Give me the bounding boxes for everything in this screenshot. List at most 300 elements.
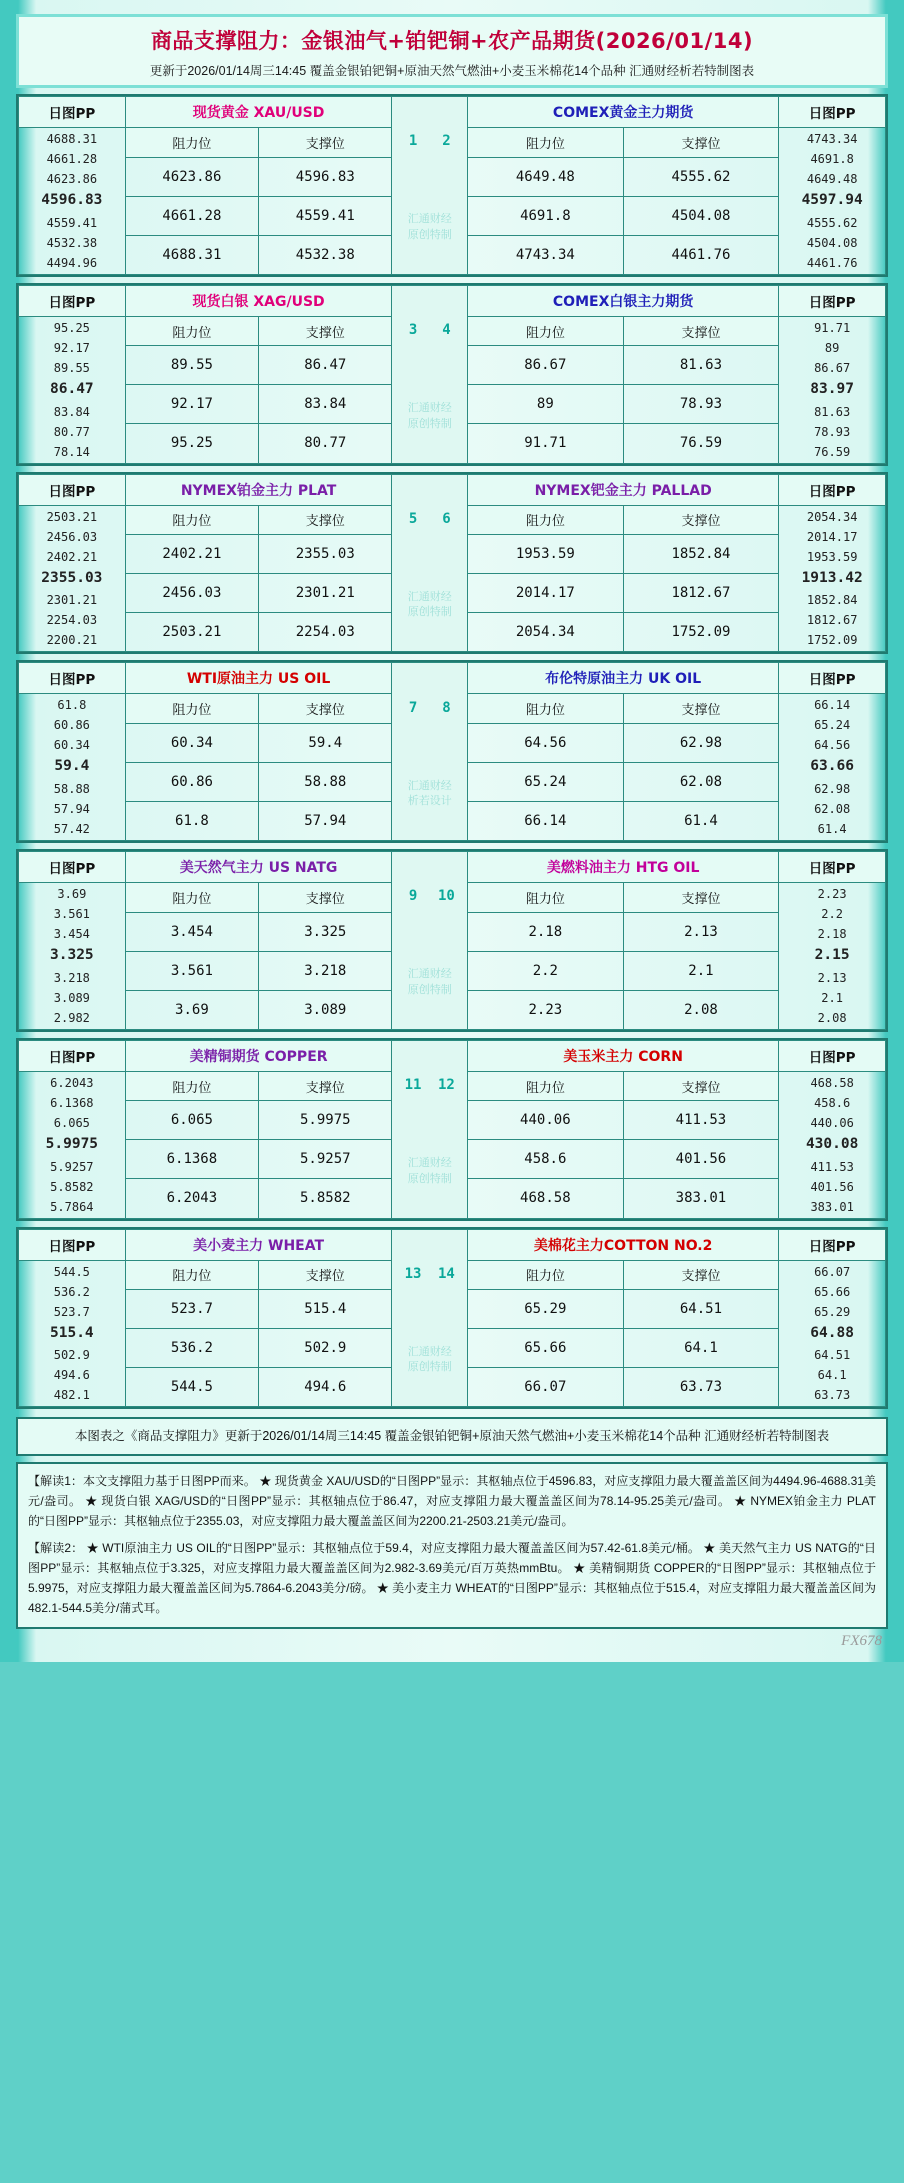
level-value: 2355.03 [41, 569, 103, 586]
pp-header-left: 日图PP [19, 663, 126, 694]
resistance-value-right: 86.67 [468, 346, 624, 385]
footer-note-box [16, 1417, 888, 1456]
instrument-name-right: 布伦特原油主力 UK OIL [468, 663, 779, 694]
resistance-value-left: 2402.21 [125, 535, 258, 574]
support-value-right: 1752.09 [623, 613, 779, 652]
support-value-right: 411.53 [623, 1101, 779, 1140]
levels-list-right [779, 128, 886, 275]
level-value: 482.1 [53, 1388, 90, 1403]
watermark: 汇通财经 原创特制 [407, 968, 452, 996]
pp-header-left: 日图PP [19, 1229, 126, 1260]
level-value: 4691.8 [810, 152, 854, 166]
resistance-header-right: 阻力位 [468, 883, 624, 913]
pp-header-left: 日图PP [19, 852, 126, 883]
level-value: 440.06 [810, 1115, 854, 1130]
index-number: 2 [442, 133, 451, 150]
index-number: 14 [437, 1265, 455, 1282]
levels-list-left [19, 694, 126, 841]
resistance-value-right: 2.18 [468, 912, 624, 951]
level-value: 62.98 [814, 782, 851, 796]
support-value-right: 4555.62 [623, 157, 779, 196]
resistance-value-right: 65.29 [468, 1290, 624, 1329]
level-value: 95.25 [53, 320, 90, 335]
commodity-section [16, 849, 888, 1032]
commodity-section [16, 94, 888, 277]
level-value: 1812.67 [806, 613, 858, 628]
level-value: 2.1 [821, 990, 843, 1005]
support-value-left: 59.4 [259, 723, 392, 762]
resistance-header-right: 阻力位 [468, 128, 624, 158]
resistance-value-left: 60.86 [125, 762, 258, 801]
level-value: 60.86 [53, 718, 90, 733]
resistance-header-left: 阻力位 [125, 883, 258, 913]
levels-list-right [779, 505, 886, 652]
support-value-right: 4504.08 [623, 196, 779, 235]
instrument-name-left: 现货黄金 XAU/USD [125, 97, 392, 128]
resistance-header-left: 阻力位 [125, 1071, 258, 1101]
resistance-value-right: 440.06 [468, 1101, 624, 1140]
levels-list-left [19, 316, 126, 463]
support-header-right: 支撑位 [623, 505, 779, 535]
support-value-left: 4596.83 [259, 157, 392, 196]
commodity-table [18, 851, 886, 1030]
level-value: 3.218 [53, 970, 90, 985]
resistance-value-right: 1953.59 [468, 535, 624, 574]
resistance-header-right: 阻力位 [468, 694, 624, 724]
support-value-left: 5.9257 [259, 1140, 392, 1179]
support-header-right: 支撑位 [623, 316, 779, 346]
index-column [392, 1040, 468, 1218]
pp-header-right: 日图PP [779, 474, 886, 505]
index-column [392, 285, 468, 463]
level-value: 544.5 [53, 1264, 90, 1279]
resistance-header-left: 阻力位 [125, 316, 258, 346]
index-number: 13 [404, 1265, 422, 1282]
support-value-right: 62.08 [623, 762, 779, 801]
support-header-right: 支撑位 [623, 1071, 779, 1101]
index-number: 11 [404, 1077, 422, 1094]
level-value: 411.53 [810, 1159, 854, 1174]
resistance-value-left: 544.5 [125, 1368, 258, 1407]
pp-header-right: 日图PP [779, 852, 886, 883]
level-value: 2.2 [821, 907, 843, 921]
support-value-left: 86.47 [259, 346, 392, 385]
pp-header-right: 日图PP [779, 1040, 886, 1071]
level-value: 86.47 [50, 380, 94, 397]
page-title: 商品支撑阻力：金银油气+铂钯铜+农产品期货(2026/01/14) [150, 29, 754, 53]
commodity-section [16, 283, 888, 466]
level-value: 502.9 [53, 1348, 90, 1363]
pp-header-left: 日图PP [19, 1040, 126, 1071]
index-number: 5 [408, 510, 418, 527]
support-value-right: 1812.67 [623, 574, 779, 613]
commodity-table [18, 1040, 886, 1219]
level-value: 81.63 [814, 404, 851, 419]
index-number: 3 [408, 322, 418, 339]
pp-header-right: 日图PP [779, 1229, 886, 1260]
level-value: 4649.48 [806, 172, 858, 186]
watermark: 汇通财经 原创特制 [407, 1157, 452, 1185]
resistance-value-left: 3.69 [125, 990, 258, 1029]
level-value: 62.08 [814, 802, 851, 816]
level-value: 4461.76 [806, 255, 858, 270]
levels-list-right [779, 1260, 886, 1407]
pp-header-right: 日图PP [779, 97, 886, 128]
instrument-name-left: 美天然气主力 US NATG [125, 852, 392, 883]
instrument-name-right: COMEX黄金主力期货 [468, 97, 779, 128]
index-column [392, 1229, 468, 1407]
resistance-value-right: 64.56 [468, 723, 624, 762]
page-subtitle: 更新于2026/01/14周三14:45 覆盖金银铂钯铜+原油天然气燃油+小麦玉米棉花14个品种 汇通财经析若特制图表 [149, 64, 755, 78]
level-value: 2.13 [817, 970, 847, 985]
sections-container [16, 94, 888, 1409]
resistance-value-right: 66.07 [468, 1368, 624, 1407]
resistance-value-left: 60.34 [125, 723, 258, 762]
resistance-value-left: 536.2 [125, 1329, 258, 1368]
note-1: 【解读1：本文支撑阻力基于日图PP而来。 ★ 现货黄金 XAU/USD的“日图PP”显示：其枢轴点位于4596.83，对应支撑阻力最大覆盖盖区间为4494.96-4688.31美元/盎司。 ★ 现货白银 XAG/USD的“日图PP”显示：其枢轴点位于86.47，对应支撑阻力最大覆盖盖区间为78.14-95.25美元/盎司。 ★ NYMEX铂金主力 PLAT的“日图PP”显示：其枢轴点位于2355.03，对应支撑阻力最大覆盖盖区间为2200.21-2503.21美元/盎司。 [28, 1474, 876, 1528]
level-value: 3.089 [53, 990, 90, 1005]
resistance-value-right: 4743.34 [468, 235, 624, 274]
level-value: 1752.09 [806, 633, 858, 648]
resistance-value-left: 6.2043 [125, 1179, 258, 1218]
level-value: 383.01 [810, 1199, 854, 1214]
level-value: 1953.59 [806, 549, 858, 564]
level-value: 2.08 [817, 1010, 847, 1025]
resistance-value-left: 6.1368 [125, 1140, 258, 1179]
resistance-value-left: 2503.21 [125, 613, 258, 652]
support-value-right: 383.01 [623, 1179, 779, 1218]
level-value: 430.08 [805, 1135, 859, 1152]
level-value: 2.982 [53, 1010, 90, 1025]
watermark: 汇通财经 原创特制 [407, 590, 452, 619]
resistance-value-right: 2.2 [468, 951, 624, 990]
footer-note-text: 本图表之《商品支撑阻力》更新于2026/01/14周三14:45 覆盖金银铂钯铜+原油天然气燃油+小麦玉米棉花14个品种 汇通财经析若特制图表 [74, 1429, 830, 1444]
level-value: 523.7 [53, 1304, 90, 1319]
level-value: 59.4 [54, 758, 90, 775]
support-value-right: 62.98 [623, 723, 779, 762]
resistance-header-right: 阻力位 [468, 316, 624, 346]
resistance-value-right: 4649.48 [468, 157, 624, 196]
level-value: 4532.38 [46, 235, 98, 250]
resistance-value-right: 468.58 [468, 1179, 624, 1218]
watermark: 汇通财经 原创特制 [407, 402, 452, 430]
resistance-value-left: 61.8 [125, 801, 258, 840]
level-value: 5.9257 [50, 1159, 94, 1174]
support-value-left: 494.6 [259, 1368, 392, 1407]
support-value-left: 502.9 [259, 1329, 392, 1368]
support-header-right: 支撑位 [623, 1260, 779, 1290]
level-value: 2200.21 [46, 633, 98, 648]
pp-header-right: 日图PP [779, 285, 886, 316]
support-value-left: 2355.03 [259, 535, 392, 574]
support-value-left: 515.4 [259, 1290, 392, 1329]
levels-list-right [779, 1071, 886, 1218]
resistance-value-left: 4661.28 [125, 196, 258, 235]
level-value: 6.1368 [50, 1095, 94, 1110]
interpretation-notes [16, 1462, 888, 1629]
level-value: 2014.17 [806, 529, 858, 544]
level-value: 89 [824, 340, 840, 355]
level-value: 4688.31 [46, 132, 98, 146]
support-value-left: 2254.03 [259, 613, 392, 652]
support-value-left: 2301.21 [259, 574, 392, 613]
level-value: 5.9975 [45, 1135, 99, 1152]
level-value: 76.59 [814, 444, 851, 459]
support-value-right: 64.1 [623, 1329, 779, 1368]
note-2: 【解读2： ★ WTI原油主力 US OIL的“日图PP”显示：其枢轴点位于59.4，对应支撑阻力最大覆盖盖区间为57.42-61.8美元/桶。 ★ 美天然气主力 US NATG的“日图PP”显示：其枢轴点位于3.325，对应支撑阻力最大覆盖盖区间为2.982-3.69美元/百万英热mmBtu。 ★ 美精铜期货 COPPER的“日图PP”显示：其枢轴点位于5.9975，对应支撑阻力最大覆盖盖区间为5.7864-6.2043美分/磅。 ★ 美小麦主力 WHEAT的“日图PP”显示：其枢轴点位于515.4，对应支撑阻力最大覆盖盖区间为482.1-544.5美分/蒲式耳。 [28, 1541, 876, 1615]
resistance-header-left: 阻力位 [125, 505, 258, 535]
level-value: 65.24 [814, 718, 851, 733]
support-header-left: 支撑位 [259, 883, 392, 913]
level-value: 4623.86 [46, 172, 98, 186]
support-value-left: 4532.38 [259, 235, 392, 274]
resistance-value-right: 2054.34 [468, 613, 624, 652]
instrument-name-left: 美精铜期货 COPPER [125, 1040, 392, 1071]
level-value: 4504.08 [806, 235, 858, 250]
commodity-section [16, 472, 888, 655]
commodity-table [18, 1229, 886, 1408]
resistance-value-left: 523.7 [125, 1290, 258, 1329]
pp-header-left: 日图PP [19, 97, 126, 128]
support-value-right: 401.56 [623, 1140, 779, 1179]
level-value: 2456.03 [46, 529, 98, 544]
resistance-value-right: 66.14 [468, 801, 624, 840]
support-value-right: 81.63 [623, 346, 779, 385]
level-value: 2.15 [814, 947, 850, 963]
support-value-right: 1852.84 [623, 535, 779, 574]
support-value-right: 61.4 [623, 801, 779, 840]
watermark: 汇通财经 析若设计 [407, 779, 452, 808]
commodity-section [16, 660, 888, 843]
instrument-name-right: COMEX白银主力期货 [468, 285, 779, 316]
resistance-header-right: 阻力位 [468, 1071, 624, 1101]
level-value: 65.66 [814, 1284, 851, 1299]
level-value: 2054.34 [806, 509, 858, 524]
level-value: 2402.21 [46, 549, 98, 564]
instrument-name-left: 美小麦主力 WHEAT [125, 1229, 392, 1260]
pp-header-right: 日图PP [779, 663, 886, 694]
resistance-value-right: 89 [468, 385, 624, 424]
support-value-left: 5.9975 [259, 1101, 392, 1140]
resistance-value-right: 2014.17 [468, 574, 624, 613]
support-value-left: 57.94 [259, 801, 392, 840]
level-value: 64.51 [814, 1348, 851, 1363]
title-bar [16, 14, 888, 88]
index-number: 9 [408, 888, 418, 905]
commodity-table [18, 96, 886, 275]
resistance-value-right: 458.6 [468, 1140, 624, 1179]
level-value: 6.2043 [50, 1075, 94, 1090]
level-value: 65.29 [814, 1304, 851, 1319]
level-value: 63.73 [814, 1388, 851, 1403]
levels-list-right [779, 883, 886, 1030]
level-value: 494.6 [53, 1368, 90, 1383]
commodity-table [18, 662, 886, 841]
watermark: 汇通财经 原创特制 [407, 213, 452, 241]
resistance-header-right: 阻力位 [468, 1260, 624, 1290]
instrument-name-left: 现货白银 XAG/USD [125, 285, 392, 316]
instrument-name-left: WTI原油主力 US OIL [125, 663, 392, 694]
level-value: 2503.21 [46, 509, 98, 524]
level-value: 5.8582 [50, 1179, 94, 1194]
support-value-right: 2.13 [623, 912, 779, 951]
resistance-value-left: 4623.86 [125, 157, 258, 196]
levels-list-left [19, 1071, 126, 1218]
instrument-name-right: 美玉米主力 CORN [468, 1040, 779, 1071]
levels-list-left [19, 1260, 126, 1407]
resistance-value-right: 2.23 [468, 990, 624, 1029]
index-column [392, 97, 468, 275]
support-header-left: 支撑位 [259, 128, 392, 158]
instrument-name-right: NYMEX钯金主力 PALLAD [468, 474, 779, 505]
level-value: 63.66 [810, 758, 854, 775]
level-value: 4596.83 [41, 192, 103, 208]
resistance-value-left: 4688.31 [125, 235, 258, 274]
level-value: 92.17 [53, 340, 90, 355]
resistance-value-right: 65.66 [468, 1329, 624, 1368]
support-value-right: 64.51 [623, 1290, 779, 1329]
resistance-value-left: 89.55 [125, 346, 258, 385]
level-value: 66.07 [814, 1264, 851, 1279]
levels-list-right [779, 694, 886, 841]
level-value: 6.065 [53, 1115, 90, 1130]
level-value: 4555.62 [806, 215, 858, 230]
resistance-header-right: 阻力位 [468, 505, 624, 535]
level-value: 2.18 [817, 927, 847, 941]
index-column [392, 663, 468, 841]
level-value: 4559.41 [46, 215, 98, 230]
instrument-name-left: NYMEX铂金主力 PLAT [125, 474, 392, 505]
resistance-value-right: 91.71 [468, 424, 624, 463]
levels-list-left [19, 128, 126, 275]
level-value: 89.55 [53, 360, 90, 375]
index-column [392, 474, 468, 652]
level-value: 83.84 [53, 404, 90, 419]
commodity-table [18, 285, 886, 464]
level-value: 78.14 [53, 444, 90, 459]
index-number: 7 [408, 699, 418, 716]
level-value: 4743.34 [806, 132, 858, 146]
support-value-left: 58.88 [259, 762, 392, 801]
level-value: 80.77 [53, 424, 90, 439]
index-number: 4 [442, 322, 451, 339]
support-header-left: 支撑位 [259, 316, 392, 346]
level-value: 401.56 [810, 1179, 854, 1194]
support-value-right: 2.08 [623, 990, 779, 1029]
instrument-name-right: 美燃料油主力 HTG OIL [468, 852, 779, 883]
resistance-value-left: 3.561 [125, 951, 258, 990]
level-value: 468.58 [810, 1075, 854, 1090]
index-number: 6 [442, 510, 451, 527]
level-value: 57.94 [53, 802, 90, 816]
level-value: 536.2 [53, 1284, 90, 1299]
resistance-value-left: 92.17 [125, 385, 258, 424]
level-value: 3.561 [53, 907, 90, 921]
level-value: 3.69 [57, 887, 87, 901]
resistance-value-right: 4691.8 [468, 196, 624, 235]
index-number: 8 [442, 699, 451, 716]
resistance-header-left: 阻力位 [125, 694, 258, 724]
support-value-left: 5.8582 [259, 1179, 392, 1218]
support-value-right: 78.93 [623, 385, 779, 424]
commodity-section [16, 1038, 888, 1221]
resistance-header-left: 阻力位 [125, 128, 258, 158]
support-header-left: 支撑位 [259, 505, 392, 535]
resistance-value-left: 95.25 [125, 424, 258, 463]
index-column [392, 852, 468, 1030]
support-value-left: 3.218 [259, 951, 392, 990]
support-value-left: 80.77 [259, 424, 392, 463]
level-value: 61.8 [57, 698, 87, 713]
support-header-left: 支撑位 [259, 694, 392, 724]
support-header-left: 支撑位 [259, 1071, 392, 1101]
levels-list-right [779, 316, 886, 463]
levels-list-left [19, 883, 126, 1030]
watermark: 汇通财经 原创特制 [407, 1345, 452, 1374]
commodity-table [18, 474, 886, 653]
index-number: 1 [408, 133, 418, 150]
support-value-right: 76.59 [623, 424, 779, 463]
levels-list-left [19, 505, 126, 652]
level-value: 66.14 [814, 698, 851, 713]
instrument-name-right: 美棉花主力COTTON NO.2 [468, 1229, 779, 1260]
level-value: 515.4 [50, 1324, 94, 1341]
support-value-right: 2.1 [623, 951, 779, 990]
support-header-right: 支撑位 [623, 128, 779, 158]
level-value: 91.71 [814, 320, 851, 335]
pp-header-left: 日图PP [19, 474, 126, 505]
site-logo: FX678 [841, 1632, 882, 1649]
support-header-left: 支撑位 [259, 1260, 392, 1290]
commodity-section [16, 1227, 888, 1410]
level-value: 61.4 [817, 822, 847, 836]
index-number: 12 [438, 1077, 455, 1094]
pp-header-left: 日图PP [19, 285, 126, 316]
level-value: 83.97 [810, 380, 854, 397]
level-value: 64.88 [810, 1324, 854, 1341]
level-value: 78.93 [814, 424, 851, 439]
level-value: 1852.84 [806, 593, 858, 608]
index-number: 10 [437, 888, 455, 905]
level-value: 458.6 [814, 1095, 851, 1110]
level-value: 57.42 [53, 822, 90, 836]
support-value-right: 4461.76 [623, 235, 779, 274]
level-value: 2301.21 [46, 593, 98, 608]
level-value: 64.56 [814, 738, 851, 753]
support-value-left: 4559.41 [259, 196, 392, 235]
resistance-value-left: 6.065 [125, 1101, 258, 1140]
support-value-left: 3.089 [259, 990, 392, 1029]
level-value: 4597.94 [801, 192, 863, 208]
support-header-right: 支撑位 [623, 883, 779, 913]
resistance-value-left: 2456.03 [125, 574, 258, 613]
level-value: 86.67 [814, 360, 851, 375]
support-value-left: 83.84 [259, 385, 392, 424]
resistance-value-right: 65.24 [468, 762, 624, 801]
level-value: 64.1 [817, 1368, 847, 1383]
level-value: 4494.96 [46, 255, 98, 270]
level-value: 4661.28 [46, 152, 98, 166]
level-value: 60.34 [53, 738, 90, 753]
support-value-right: 63.73 [623, 1368, 779, 1407]
level-value: 58.88 [53, 782, 90, 796]
level-value: 3.454 [53, 927, 90, 941]
support-value-left: 3.325 [259, 912, 392, 951]
level-value: 2.23 [817, 887, 847, 901]
resistance-value-left: 3.454 [125, 912, 258, 951]
level-value: 1913.42 [801, 569, 863, 586]
level-value: 2254.03 [46, 613, 98, 628]
